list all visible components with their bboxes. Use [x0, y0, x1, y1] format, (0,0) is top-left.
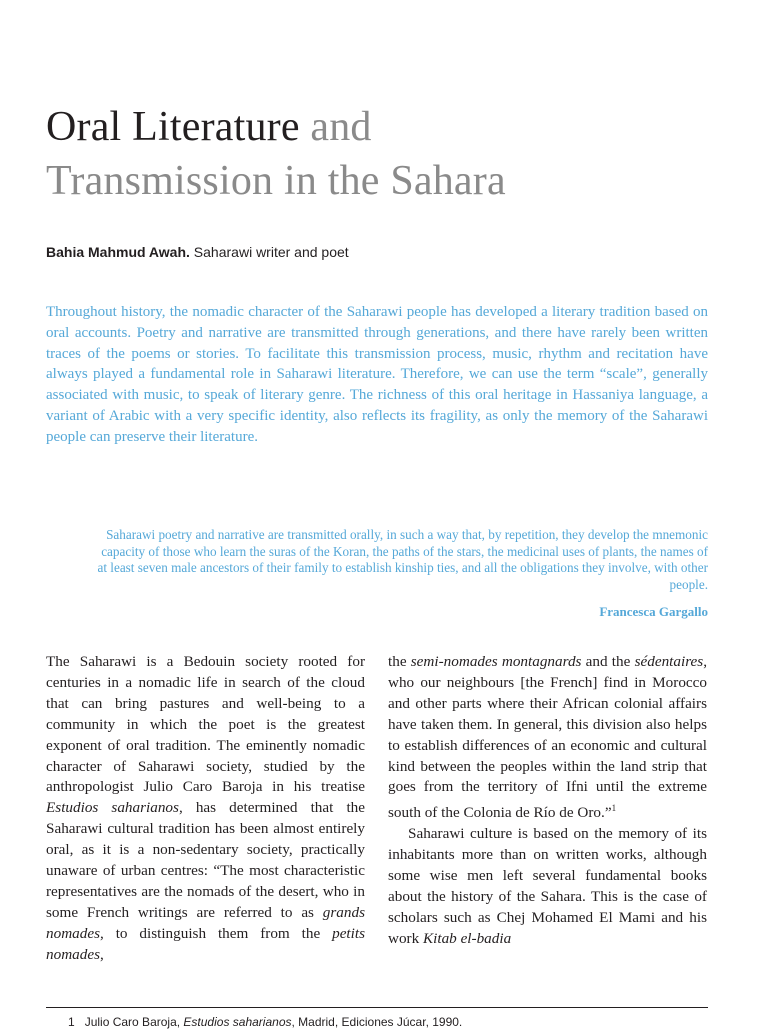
title-line1-dark: Oral Literature: [46, 104, 300, 150]
body-text: Saharawi culture is based on the memory of its inhabitants more than on written works, although some wise men left several fundamental books about the history of the Sahara. This is the case of scholars such as Chej Mohamed El Mami and his work: [388, 825, 707, 947]
title-line1-light: and: [299, 104, 372, 150]
author-name: Bahia Mahmud Awah.: [46, 244, 190, 260]
body-text: ,: [100, 945, 104, 963]
body-text: , has determined that the Saharawi cultural tradition has been almost entirely oral, as it is a non-sedentary society, practically unaware of urban centres: “The most characteristic representatives are the nomads of the desert, who in some French writings are referred to as: [46, 799, 365, 921]
footnote-rest: , Madrid, Ediciones Júcar, 1990.: [291, 1015, 463, 1029]
article-title: [46, 100, 746, 208]
body-column-right: [388, 652, 707, 950]
epigraph-quote: Saharawi poetry and narrative are transmitted orally, in such a way that, by repetition, they develop the mnemonic capacity of those who learn the suras of the Koran, the paths of the stars, the medicinal uses of plants, the names of at least seven male ancestors of their family to establish kinship ties, and all the obligations they involve, with other people.: [97, 527, 708, 592]
body-text: , who our neighbours [the French] find in Morocco and other parts where their African colonial affairs have taken them. In general, this division also helps to establish differences of an economic and cultural kind between the peoples within the land strip that goes from the territory of Ifni until the extreme south of the Colonia de Río de Oro.”: [388, 653, 707, 822]
body-italic: semi-nomades montagnards: [410, 653, 582, 670]
author-role: Saharawi writer and poet: [189, 244, 349, 260]
epigraph-author: Francesca Gargallo: [599, 604, 708, 619]
body-italic: Estudios saharianos: [46, 799, 179, 817]
footnote-author: Julio Caro Baroja,: [84, 1015, 184, 1029]
body-text: and the: [581, 653, 635, 670]
abstract: Throughout history, the nomadic character of the Saharawi people has developed a literary tradition based on oral accounts. Poetry and narrative are transmitted through generations, and there have rarely been written traces of the poems or stories. To facilitate this transmission process, music, rhythm and recitation have always played a fundamental role in Saharawi literature. Therefore, we can use the term “scale”, generally associated with music, to speak of literary genre. The richness of this oral heritage in Hassaniya language, a variant of Arabic with a very specific identity, also reflects its fragility, as only the memory of the Saharawi people can preserve their literature.: [46, 304, 708, 445]
body-text: the: [388, 653, 411, 670]
body-paragraph: [46, 652, 365, 966]
body-paragraph: [388, 824, 707, 949]
footnote-divider: [46, 1007, 708, 1008]
body-text: , to distinguish them from the: [100, 924, 333, 942]
body-italic: Kitab el-badia: [423, 929, 512, 947]
body-column-left: [46, 652, 365, 966]
body-italic: petits nomades: [46, 924, 365, 963]
body-italic: grands nomades: [46, 903, 365, 942]
body-paragraph: [388, 652, 707, 824]
footnote: [68, 1015, 748, 1029]
footnote-number: 1: [68, 1015, 75, 1029]
byline: [46, 243, 746, 261]
title-line2: Transmission in the Sahara: [46, 158, 506, 204]
footnote-work: Estudios saharianos: [183, 1015, 292, 1029]
body-italic: sédentaires: [634, 653, 704, 670]
body-text: The Saharawi is a Bedouin society rooted for centuries in a nomadic life in search of the cloud that can bring pastures and well-being to a community in which the poet is the greatest exponent of oral tradition. The eminently nomadic character of Saharawi society, studied by the anthropologist Julio Caro Baroja in his treatise: [46, 653, 365, 796]
footnote-ref: 1: [611, 803, 617, 814]
